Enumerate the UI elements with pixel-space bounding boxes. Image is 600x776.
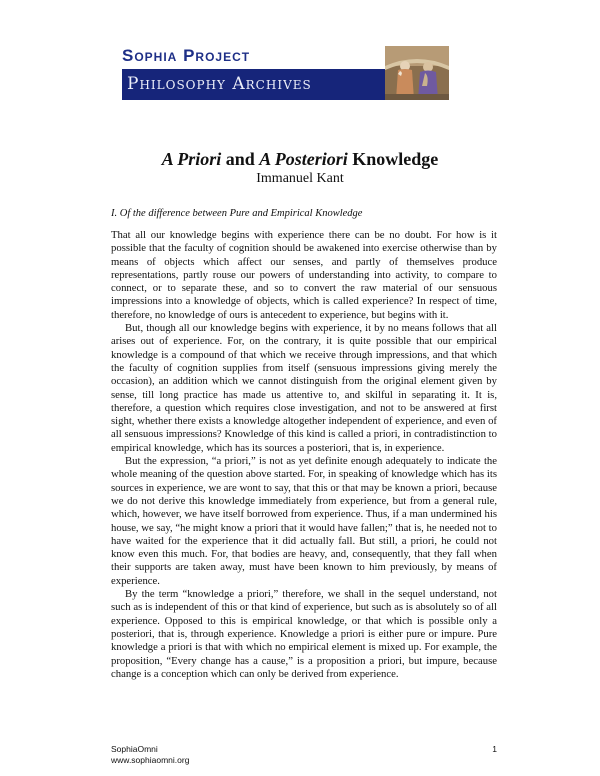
document-title xyxy=(0,149,600,170)
paragraph: By the term “knowledge a priori,” therefore, we shall in the sequel understand, not such as is independent of this or that kind of experience, but such as is absolutely so of all experience. Opposed to this is empirical knowledge, or that which is possible only a posteriori, that is, through experience. Knowledge a priori is either pure or impure. Pure knowledge a priori is that with which no empirical element is mixed up. For example, the proposition, “Every change has a cause,” is a proposition a priori, but impure, because change is a conception which can only be derived from experience. xyxy=(111,588,497,680)
page-number: 1 xyxy=(492,744,497,754)
paragraph: That all our knowledge begins with experience there can be no doubt. For how is it possible that the faculty of cognition should be awakened into exercise otherwise than by means of objects which affect our senses, and partly of themselves produce representations, partly rouse our powers of understanding into activity, to compare to connect, or to separate these, and so to convert the raw material of our sensuous impressions into a knowledge of objects, which is called experience? In respect of time, therefore, no knowledge of ours is antecedent to experience, but begins with it. xyxy=(111,229,497,321)
paragraph: But, though all our knowledge begins with experience, it by no means follows that all arises out of experience. For, on the contrary, it is quite possible that our empirical knowledge is a compound of that which we receive through impressions, and that which the faculty of cognition supplies from itself (sensuous impressions giving merely the occasion), an addition which we cannot distinguish from the original element given by sense, till long practice has made us attentive to, and skilful in separating it. It is, therefore, a question which requires close investigation, and not to be answered at first sight, whether there exists a knowledge altogether independent of experience, and even of all sensuous impressions? Knowledge of this kind is called a priori, in contradistinction to empirical knowledge, which has its sources a posteriori, that is, in experience. xyxy=(111,322,497,454)
footer-url[interactable]: www.sophiaomni.org xyxy=(111,755,190,765)
page-footer xyxy=(111,744,497,766)
section-heading: I. Of the difference between Pure and Empirical Knowledge xyxy=(111,208,363,219)
header-banner xyxy=(122,46,449,100)
title-and: and xyxy=(221,149,260,169)
footer-publisher: SophiaOmni xyxy=(111,744,158,754)
title-a-priori: A Priori xyxy=(161,149,222,169)
archive-subtitle: Philosophy Archives xyxy=(127,74,312,94)
paragraph: But the expression, “a priori,” is not as yet definite enough adequately to indicate the whole meaning of the question above started. For, in speaking of knowledge which has its sources in experience, we are wont to say, that this or that may be known a priori, because we do not derive this knowledge immediately from experience, but from a general rule, which, however, we have itself borrowed from experience. Thus, if a man undermined his house, we say, “he might know a priori that it would have fallen;” that is, he needed not to have waited for the experience that it did actually fall. But still, a priori, he could not know even this much. For, that bodies are heavy, and, consequently, that they fall when their supports are taken away, must have been known to him previously, by means of experience. xyxy=(111,455,497,587)
brand-name: Sophia Project xyxy=(122,46,251,65)
author-name: Immanuel Kant xyxy=(256,171,344,186)
title-block xyxy=(0,149,600,187)
body-text xyxy=(111,229,497,681)
title-knowledge: Knowledge xyxy=(347,149,439,169)
philosophers-image xyxy=(385,46,449,100)
title-a-posteriori: A Posteriori xyxy=(259,149,348,169)
